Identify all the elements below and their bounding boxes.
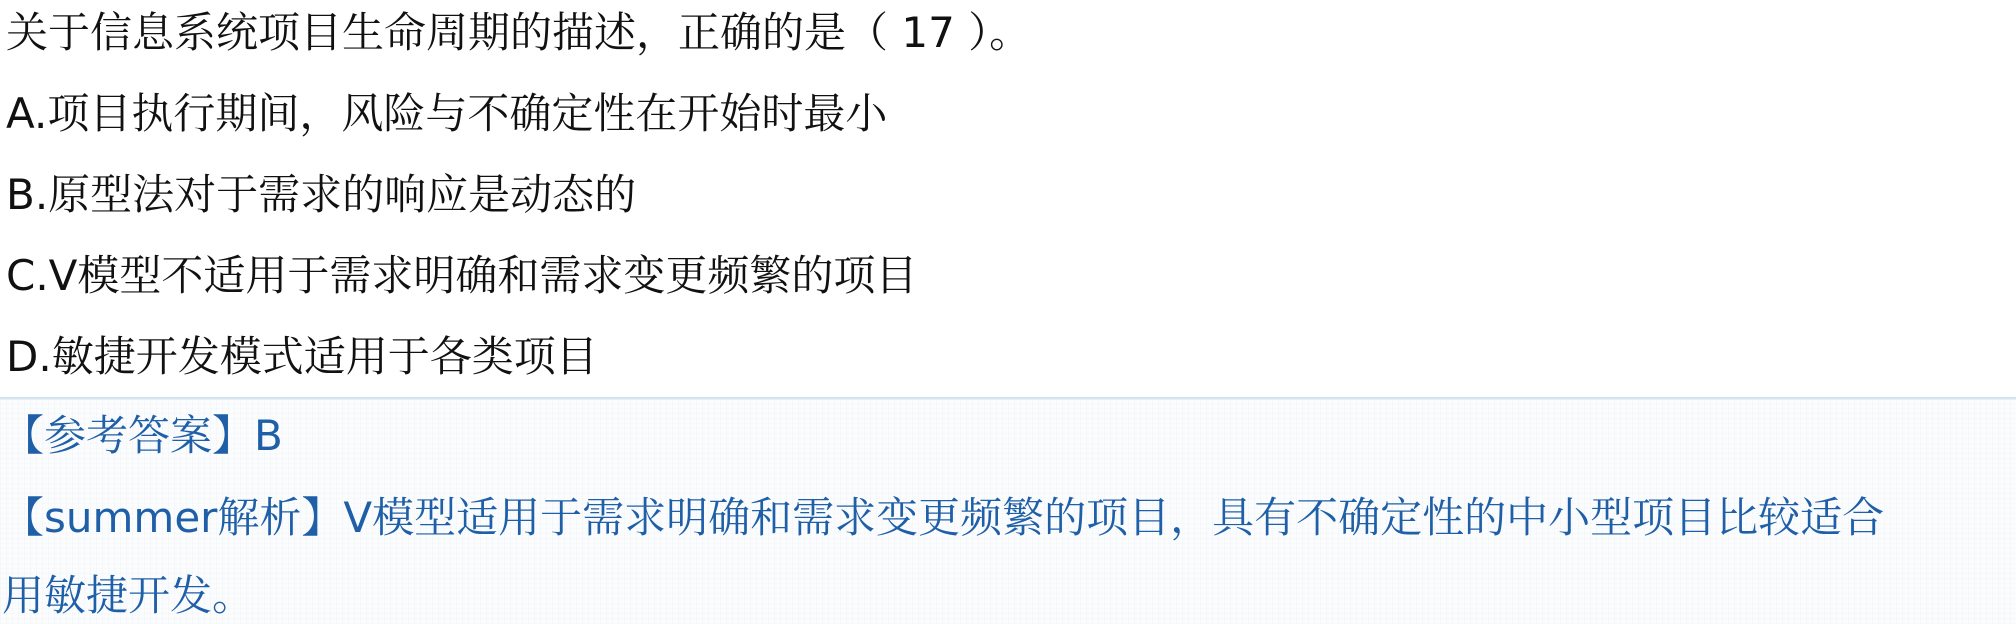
option-b: B.原型法对于需求的响应是动态的 [6, 170, 637, 219]
question-stem: 关于信息系统项目生命周期的描述，正确的是（ 17 ）。 [6, 8, 1032, 57]
analysis-line-2: 用敏捷开发。 [2, 571, 255, 620]
option-c: C.V模型不适用于需求明确和需求变更频繁的项目 [6, 251, 918, 300]
option-a: A.项目执行期间，风险与不确定性在开始时最小 [6, 89, 888, 138]
reference-answer: 【参考答案】B [2, 411, 283, 460]
option-d: D.敏捷开发模式适用于各类项目 [6, 332, 598, 381]
answer-panel [0, 400, 2016, 624]
analysis-line-1: 【summer解析】V模型适用于需求明确和需求变更频繁的项目，具有不确定性的中小型项目比较适合 [2, 493, 1885, 542]
